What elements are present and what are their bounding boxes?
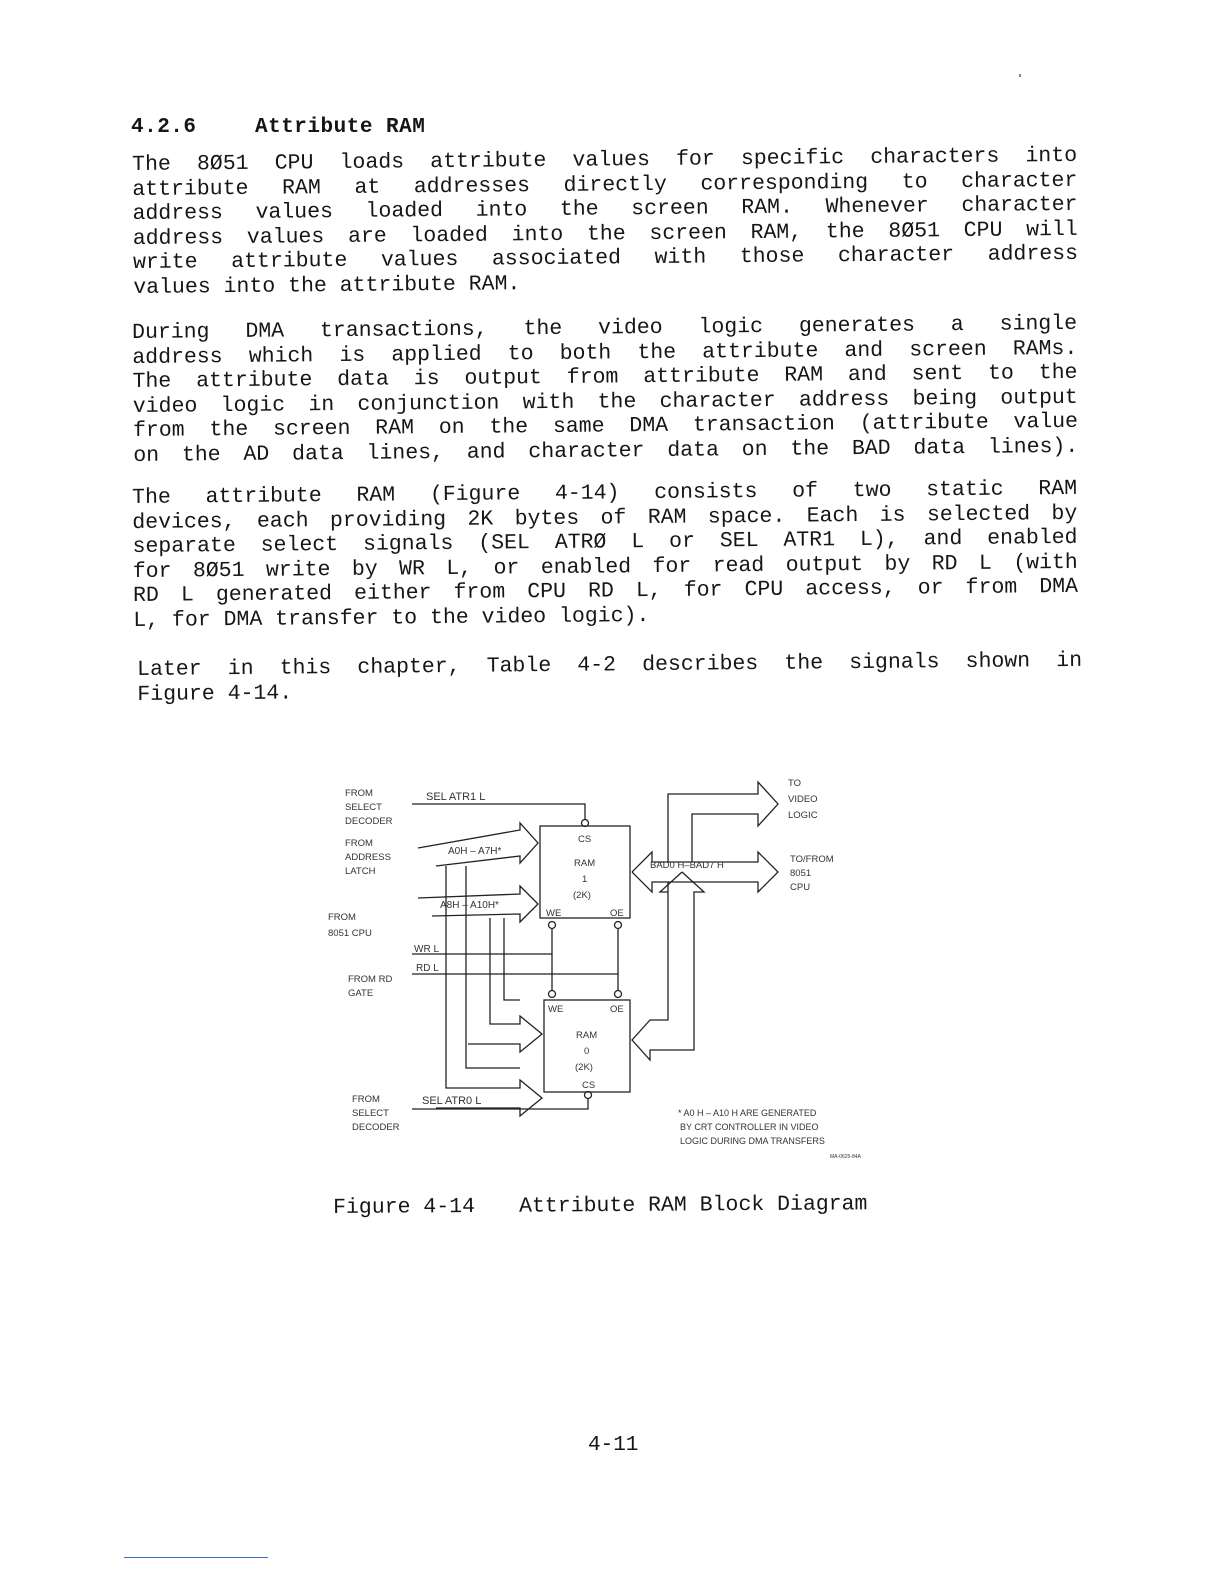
paragraph-4: [137, 649, 1082, 707]
text-line: on the AD data lines, and character data on the BAD data lines).: [133, 434, 1079, 468]
label-to-from-8051: TO/FROM: [790, 854, 834, 865]
label-sel-atr1: SEL ATR1 L: [426, 791, 486, 803]
figure-footnote: LOGIC DURING DMA TRANSFERS: [680, 1136, 825, 1146]
label-to-from-8051: CPU: [790, 882, 811, 893]
text-line: The 8Ø51 CPU loads attribute values for specific characters into: [132, 143, 1078, 177]
label-a8h-a10h: A8H – A10H*: [440, 900, 499, 911]
label-to-video-logic: LOGIC: [788, 810, 818, 821]
ram-0-size: (2K): [575, 1062, 593, 1073]
text-line: video logic in conjunction with the character address being output: [132, 385, 1078, 419]
figure-footnote: BY CRT CONTROLLER IN VIDEO: [680, 1122, 819, 1132]
text-line: Figure 4-14.: [137, 681, 293, 707]
text-line: L, for DMA transfer to the video logic).: [133, 604, 650, 633]
paragraph-1: [132, 144, 1078, 301]
ram-1-name: RAM: [574, 858, 596, 869]
text-line: values into the attribute RAM.: [133, 272, 521, 300]
text-line: for 8Ø51 write by WR L, or enabled for read output by RD L (with: [132, 550, 1078, 584]
text-line: The attribute data is output from attribute RAM and sent to the: [132, 361, 1078, 395]
text-line: Later in this chapter, Table 4-2 describes the signals shown in: [137, 648, 1083, 682]
section-title: Attribute RAM: [255, 116, 426, 139]
label-from-address-latch: ADDRESS: [345, 852, 391, 863]
label-to-from-8051: 8051: [790, 868, 812, 879]
text-line: write attribute values associated with those character address: [132, 242, 1079, 276]
ram-0-oe-label: OE: [610, 1004, 624, 1015]
text-line: address values loaded into the screen RAM. Whenever character: [132, 193, 1078, 227]
section-heading: [131, 116, 425, 139]
scan-speck: [1019, 74, 1021, 77]
text-line: During DMA transactions, the video logic generates a single: [132, 311, 1078, 345]
label-from-select-decoder-bottom: SELECT: [352, 1108, 389, 1119]
label-from-8051-cpu: 8051 CPU: [328, 928, 372, 939]
label-from-rd-gate: FROM RD: [348, 974, 393, 985]
paragraph-2: [132, 312, 1078, 469]
text-line: devices, each providing 2K bytes of RAM space. Each is selected by: [132, 501, 1078, 535]
label-to-video-logic: VIDEO: [788, 794, 818, 805]
label-from-rd-gate: GATE: [348, 988, 374, 999]
figure-caption: [333, 1192, 868, 1220]
ram-1-cs-label: CS: [578, 834, 592, 845]
label-from-address-latch: FROM: [345, 838, 373, 849]
section-number: 4.2.6: [131, 116, 197, 139]
label-from-select-decoder-top: DECODER: [345, 816, 393, 827]
scan-edge-line: [124, 1557, 268, 1558]
ram-0-name: RAM: [576, 1030, 598, 1041]
label-a0h-a7h: A0H – A7H*: [448, 846, 502, 857]
figure-number: Figure 4-14: [333, 1195, 476, 1220]
text-line: separate select signals (SEL ATRØ L or SEL ATR1 L), and enabled: [132, 526, 1078, 560]
text-line: RD L generated either from CPU RD L, for CPU access, or from DMA: [132, 575, 1079, 609]
label-wr-l: WR L: [414, 944, 439, 955]
label-from-select-decoder-top: SELECT: [345, 802, 382, 813]
label-from-8051-cpu: FROM: [328, 912, 356, 923]
attribute-ram-block-diagram: [320, 768, 910, 1168]
label-from-select-decoder-top: FROM: [345, 788, 373, 799]
ram-1-we-label: WE: [546, 908, 562, 919]
label-rd-l: RD L: [416, 963, 439, 974]
ram-0-we-label: WE: [548, 1004, 564, 1015]
paragraph-3: [132, 477, 1078, 634]
text-line: The attribute RAM (Figure 4-14) consists of two static RAM: [132, 476, 1078, 510]
text-line: from the screen RAM on the same DMA transaction (attribute value: [132, 410, 1079, 444]
text-line: address values are loaded into the screen RAM, the 8Ø51 CPU will: [132, 217, 1078, 251]
label-sel-atr0: SEL ATR0 L: [422, 1095, 482, 1107]
label-bad-bus: BAD0 H–BAD7 H: [650, 860, 724, 871]
drawing-code: MA-0625-84A: [830, 1154, 861, 1160]
text-line: attribute RAM at addresses directly corresponding to character: [132, 168, 1078, 202]
ram-0-number: 0: [584, 1046, 590, 1057]
figure-title: Attribute RAM Block Diagram: [518, 1192, 868, 1219]
label-from-address-latch: LATCH: [345, 866, 376, 877]
ram-0-cs-label: CS: [582, 1080, 596, 1091]
figure-footnote: * A0 H – A10 H ARE GENERATED: [678, 1108, 817, 1118]
label-to-video-logic: TO: [788, 778, 802, 789]
page-number: 4-11: [588, 1434, 639, 1457]
text-line: address which is applied to both the attribute and screen RAMs.: [132, 336, 1078, 370]
label-from-select-decoder-bottom: FROM: [352, 1094, 380, 1105]
ram-1-size: (2K): [573, 890, 591, 901]
ram-1-oe-label: OE: [610, 908, 624, 919]
label-from-select-decoder-bottom: DECODER: [352, 1122, 400, 1133]
ram-1-number: 1: [582, 874, 588, 885]
